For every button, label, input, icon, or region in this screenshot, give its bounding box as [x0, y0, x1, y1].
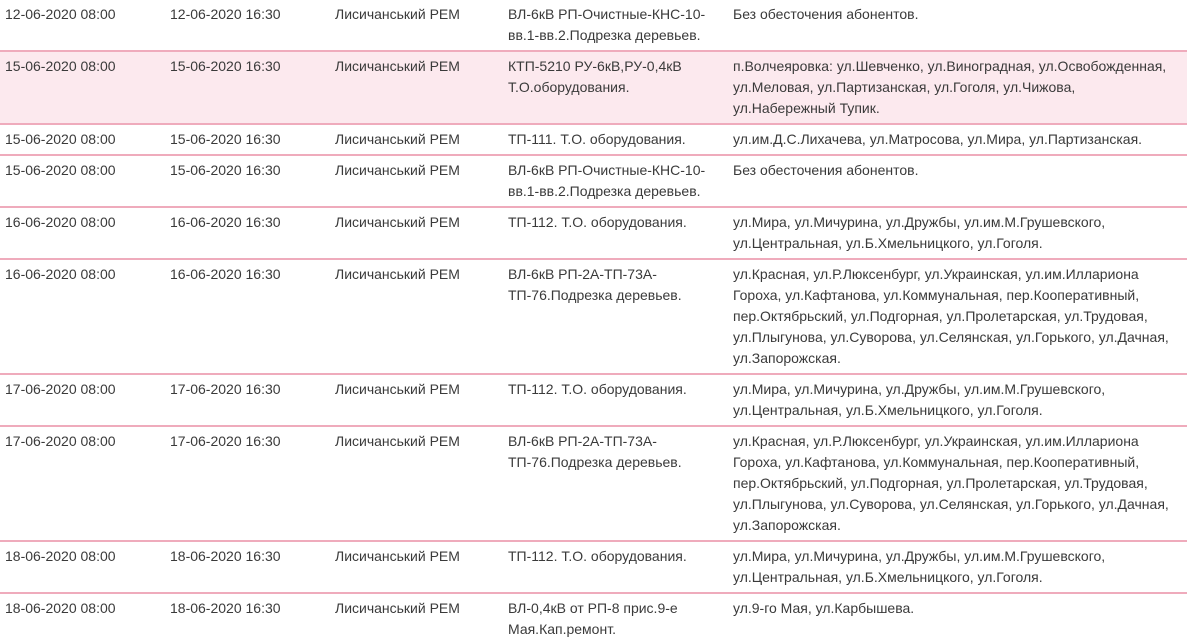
cell-department: Лисичанський РЕМ	[335, 6, 460, 22]
cell-end: 15-06-2020 16:30	[170, 131, 281, 147]
cell-work: КТП-5210 РУ-6кВ,РУ-0,4кВ Т.О.оборудования.	[508, 58, 682, 95]
cell-work: ТП-111. Т.О. оборудования.	[508, 131, 686, 147]
table-row	[0, 124, 1187, 155]
cell-work: ВЛ-0,4кВ от РП-8 прис.9-е Мая.Кап.ремонт.	[508, 600, 678, 637]
cell-streets: ул.9-го Мая, ул.Карбышева.	[733, 600, 915, 616]
cell-streets: ул.Красная, ул.Р.Люксенбург, ул.Украинская, ул.им.Иллариона Гороха, ул.Кафтанова, ул.Коммунальная, пер.Кооперативный, пер.Октябрьский, ул.Подгорная, ул.Пролетарская, ул.Трудовая, ул.Плыгунова, ул.Суворова, ул.Селянская, ул.Горького, ул.Дачная, ул.Запорожская.	[733, 433, 1169, 533]
cell-work: ВЛ-6кВ РП-Очистные-КНС-10-вв.1-вв.2.Подрезка деревьев.	[508, 162, 706, 199]
table-row	[0, 426, 1187, 541]
table-row	[0, 51, 1187, 124]
cell-start: 15-06-2020 08:00	[5, 162, 116, 178]
cell-department: Лисичанський РЕМ	[335, 162, 460, 178]
cell-end: 12-06-2020 16:30	[170, 6, 281, 22]
cell-department: Лисичанський РЕМ	[335, 381, 460, 397]
table-row	[0, 259, 1187, 374]
cell-streets: п.Волчеяровка: ул.Шевченко, ул.Виноградная, ул.Освобожденная, ул.Меловая, ул.Партизанская, ул.Гоголя, ул.Чижова, ул.Набережный Тупик.	[733, 58, 1167, 116]
cell-department: Лисичанський РЕМ	[335, 214, 460, 230]
cell-end: 16-06-2020 16:30	[170, 266, 281, 282]
cell-streets: ул.Мира, ул.Мичурина, ул.Дружбы, ул.им.М.Грушевского, ул.Центральная, ул.Б.Хмельницкого, ул.Гоголя.	[733, 548, 1106, 585]
cell-end: 17-06-2020 16:30	[170, 433, 281, 449]
table-row	[0, 0, 1187, 51]
cell-end: 16-06-2020 16:30	[170, 214, 281, 230]
cell-start: 18-06-2020 08:00	[5, 600, 116, 616]
cell-end: 15-06-2020 16:30	[170, 162, 281, 178]
cell-end: 18-06-2020 16:30	[170, 600, 281, 616]
cell-streets: ул.Мира, ул.Мичурина, ул.Дружбы, ул.им.М.Грушевского, ул.Центральная, ул.Б.Хмельницкого, ул.Гоголя.	[733, 214, 1106, 251]
cell-work: ВЛ-6кВ РП-2А-ТП-73А-ТП-76.Подрезка деревьев.	[508, 433, 682, 470]
cell-start: 15-06-2020 08:00	[5, 131, 116, 147]
cell-streets: Без обесточения абонентов.	[733, 162, 919, 178]
table-row	[0, 207, 1187, 259]
cell-start: 16-06-2020 08:00	[5, 266, 116, 282]
table-row	[0, 593, 1187, 644]
cell-department: Лисичанський РЕМ	[335, 266, 460, 282]
cell-end: 17-06-2020 16:30	[170, 381, 281, 397]
cell-streets: Без обесточения абонентов.	[733, 6, 919, 22]
table-row	[0, 541, 1187, 593]
cell-start: 12-06-2020 08:00	[5, 6, 116, 22]
cell-streets: ул.Мира, ул.Мичурина, ул.Дружбы, ул.им.М.Грушевского, ул.Центральная, ул.Б.Хмельницкого, ул.Гоголя.	[733, 381, 1106, 418]
table-row	[0, 155, 1187, 207]
cell-department: Лисичанський РЕМ	[335, 131, 460, 147]
cell-streets: ул.им.Д.С.Лихачева, ул.Матросова, ул.Мира, ул.Партизанская.	[733, 131, 1143, 147]
cell-department: Лисичанський РЕМ	[335, 58, 460, 74]
cell-work: ТП-112. Т.О. оборудования.	[508, 381, 687, 397]
cell-work: ВЛ-6кВ РП-Очистные-КНС-10-вв.1-вв.2.Подрезка деревьев.	[508, 6, 706, 43]
cell-start: 17-06-2020 08:00	[5, 381, 116, 397]
cell-department: Лисичанський РЕМ	[335, 600, 460, 616]
cell-department: Лисичанський РЕМ	[335, 433, 460, 449]
cell-start: 16-06-2020 08:00	[5, 214, 116, 230]
cell-department: Лисичанський РЕМ	[335, 548, 460, 564]
cell-start: 17-06-2020 08:00	[5, 433, 116, 449]
cell-work: ТП-112. Т.О. оборудования.	[508, 548, 687, 564]
cell-end: 15-06-2020 16:30	[170, 58, 281, 74]
cell-start: 18-06-2020 08:00	[5, 548, 116, 564]
cell-start: 15-06-2020 08:00	[5, 58, 116, 74]
table-row	[0, 374, 1187, 426]
cell-work: ТП-112. Т.О. оборудования.	[508, 214, 687, 230]
cell-end: 18-06-2020 16:30	[170, 548, 281, 564]
cell-streets: ул.Красная, ул.Р.Люксенбург, ул.Украинская, ул.им.Иллариона Гороха, ул.Кафтанова, ул.Коммунальная, пер.Кооперативный, пер.Октябрьский, ул.Подгорная, ул.Пролетарская, ул.Трудовая, ул.Плыгунова, ул.Суворова, ул.Селянская, ул.Горького, ул.Дачная, ул.Запорожская.	[733, 266, 1169, 366]
cell-work: ВЛ-6кВ РП-2А-ТП-73А-ТП-76.Подрезка деревьев.	[508, 266, 682, 303]
